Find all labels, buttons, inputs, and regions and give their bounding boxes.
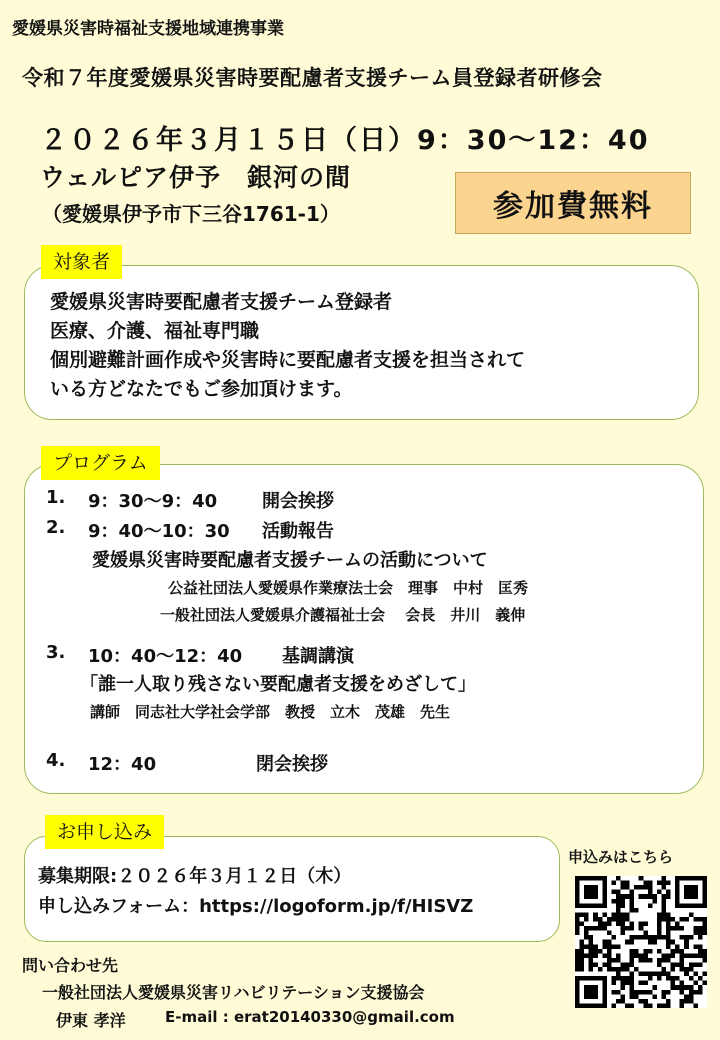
program-item-number: 1. <box>46 487 66 508</box>
target-line: 愛媛県災害時要配慮者支援チーム登録者 <box>50 291 393 313</box>
program-box <box>24 464 704 794</box>
program-speaker: 一般社団法人愛媛県介護福祉士会 会長 井川 義伸 <box>160 606 526 624</box>
apply-label: お申し込み <box>45 815 164 849</box>
training-title: 令和７年度愛媛県災害時要配慮者支援チーム員登録者研修会 <box>22 66 603 90</box>
program-speaker: 講師 同志社大学社会学部 教授 立木 茂雄 先生 <box>90 703 451 721</box>
contact-email[interactable]: E-mail : erat20140330@gmail.com <box>165 1008 455 1026</box>
organization-title: 愛媛県災害時福祉支援地域連携事業 <box>12 19 284 39</box>
apply-deadline: 募集期限:２０２６年３月１２日（木） <box>38 866 352 887</box>
target-line: 個別避難計画作成や災害時に要配慮者支援を担当されて <box>50 349 526 371</box>
program-item-number: 4. <box>46 750 66 771</box>
target-line: 医療、介護、福祉専門職 <box>50 320 260 342</box>
target-label: 対象者 <box>41 245 122 279</box>
event-address: （愛媛県伊予市下三谷1761-1） <box>42 202 340 226</box>
program-item-title: 基調講演 <box>282 646 354 667</box>
program-item-time: 12：40 <box>88 754 157 775</box>
program-item-time: 9：40～10：30 <box>88 521 230 542</box>
event-datetime: ２０２６年３月１５日（日）9：30～12：40 <box>40 125 650 156</box>
contact-organization: 一般社団法人愛媛県災害リハビリテーション支援協会 <box>42 983 425 1002</box>
contact-person: 伊東 孝洋 <box>56 1011 126 1030</box>
qr-label: 申込みはこちら <box>568 848 674 866</box>
program-item-title: 閉会挨拶 <box>256 754 328 775</box>
program-item-title: 開会挨拶 <box>262 491 334 512</box>
program-item-title: 活動報告 <box>262 521 334 542</box>
apply-form-link[interactable]: 申し込みフォーム：https://logoform.jp/f/HISVZ <box>38 896 474 917</box>
program-label: プログラム <box>41 446 160 480</box>
program-speaker: 公益社団法人愛媛県作業療法士会 理事 中村 匡秀 <box>168 579 529 597</box>
contact-label: 問い合わせ先 <box>22 956 119 975</box>
program-item-number: 2. <box>46 517 66 538</box>
event-venue: ウェルピア伊予 銀河の間 <box>40 163 352 192</box>
program-item-time: 9：30～9：40 <box>88 491 218 512</box>
qr-code-icon[interactable] <box>575 876 707 1008</box>
fee-badge: 参加費無料 <box>455 172 691 234</box>
program-item-number: 3. <box>46 642 66 663</box>
program-item-subtitle: 愛媛県災害時要配慮者支援チームの活動について <box>92 550 488 571</box>
program-item-time: 10：40～12：40 <box>88 646 243 667</box>
apply-box <box>24 836 560 942</box>
program-item-subtitle: 「誰一人取り残さない要配慮者支援をめざして」 <box>80 674 476 695</box>
target-line: いる方どなたでもご参加頂けます。 <box>50 378 353 400</box>
